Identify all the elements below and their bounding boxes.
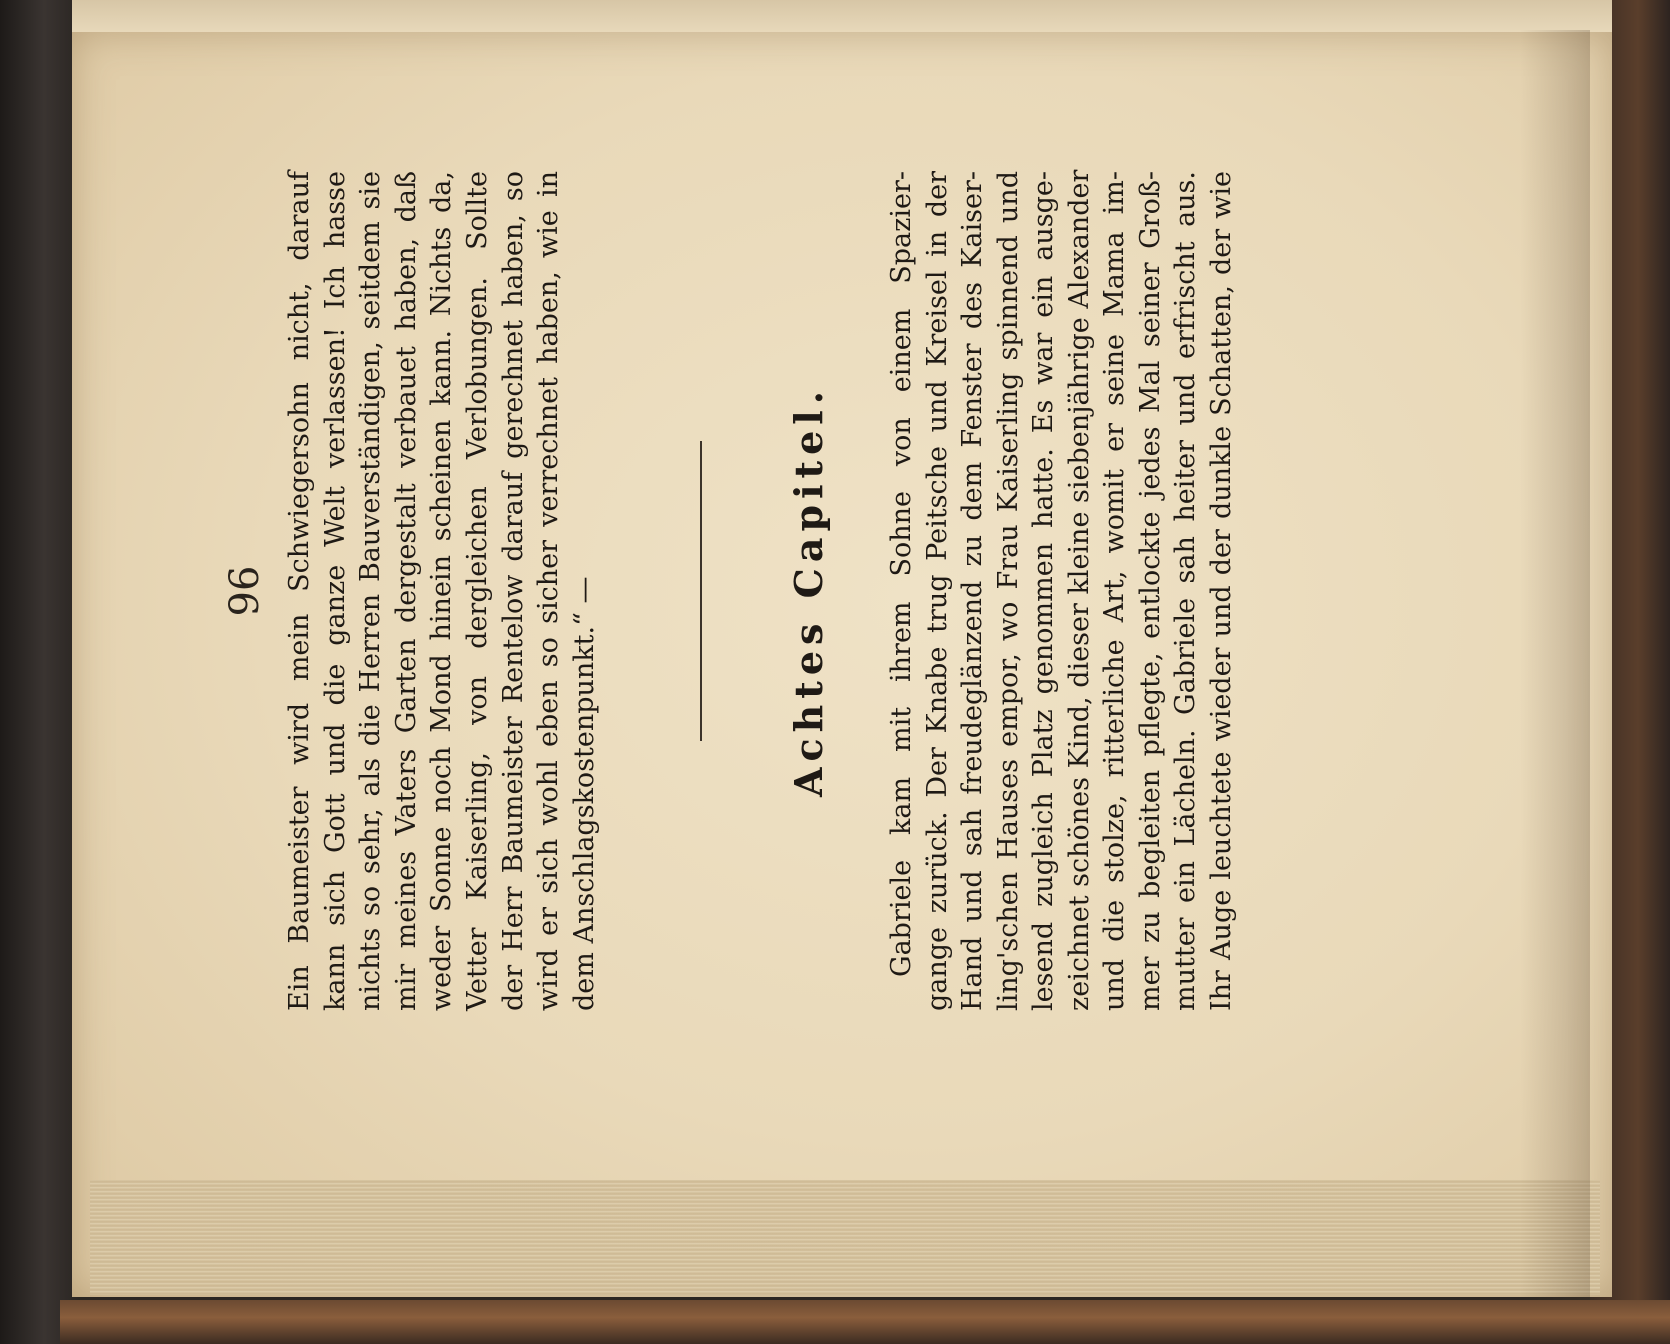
text-line: Ein Baumeister wird mein Schwiegersohn nicht, darauf	[284, 171, 315, 1011]
text-line: der Herr Baumeister Rentelow darauf gerechnet haben, so	[497, 171, 529, 1011]
chapter-title: Achtes Capitel.	[786, 385, 831, 797]
page-edges	[90, 1180, 1600, 1295]
section-divider	[700, 441, 702, 741]
paragraph-1	[282, 171, 602, 1011]
text-line: Vetter Kaiserling, von dergleichen Verlobungen. Sollte	[461, 171, 493, 1011]
page-number: 96	[222, 565, 268, 617]
book-cover-bottom	[60, 1300, 1670, 1344]
text-line: weder Sonne noch Mond hinein scheinen kann. Nichts da,	[426, 171, 458, 1011]
book-cover-left	[0, 0, 80, 1344]
paragraph-2	[884, 171, 1239, 1011]
text-line: gange zurück. Der Knabe trug Peitsche und Kreisel in der	[921, 171, 953, 1011]
text-line: dem Anschlagskostenpunkt.“ —	[568, 576, 600, 1011]
text-line: Gabriele kam mit ihrem Sohne von einem Spazier-	[886, 171, 917, 977]
text-line: mer zu begleiten pflegte, entlockte jedes Mal seiner Groß-	[1134, 171, 1166, 1011]
text-line: und die stolze, ritterliche Art, womit er seine Mama im-	[1099, 171, 1130, 1011]
text-line: zeichnet schönes Kind, dieser kleine siebenjährige Alexander	[1063, 169, 1095, 1011]
text-line: nichts so sehr, als die Herren Bauverständigen, seitdem sie	[355, 171, 387, 1011]
text-line: lesend zugleich Platz genommen hatte. Es war ein ausge-	[1028, 171, 1059, 1011]
text-line: mir meines Vaters Garten dergestalt verbauet haben, daß	[390, 171, 422, 1011]
gutter-shadow	[1520, 30, 1590, 1300]
text-line: ling'schen Hauses empor, wo Frau Kaiserling spinnend und	[992, 171, 1024, 1011]
text-line: Hand und sah freudeglänzend zu dem Fenster des Kaiser-	[957, 171, 988, 1011]
page-text-block	[218, 171, 1398, 1011]
text-line: wird er sich wohl eben so sicher verrechnet haben, wie in	[533, 171, 565, 1011]
text-line: Ihr Auge leuchtete wieder und der dunkle Schatten, der wie	[1205, 171, 1237, 1011]
text-line: kann sich Gott und die ganze Welt verlassen! Ich hasse	[319, 171, 351, 1011]
text-line: mutter ein Lächeln. Gabriele sah heiter und erfrischt aus.	[1170, 171, 1201, 1011]
